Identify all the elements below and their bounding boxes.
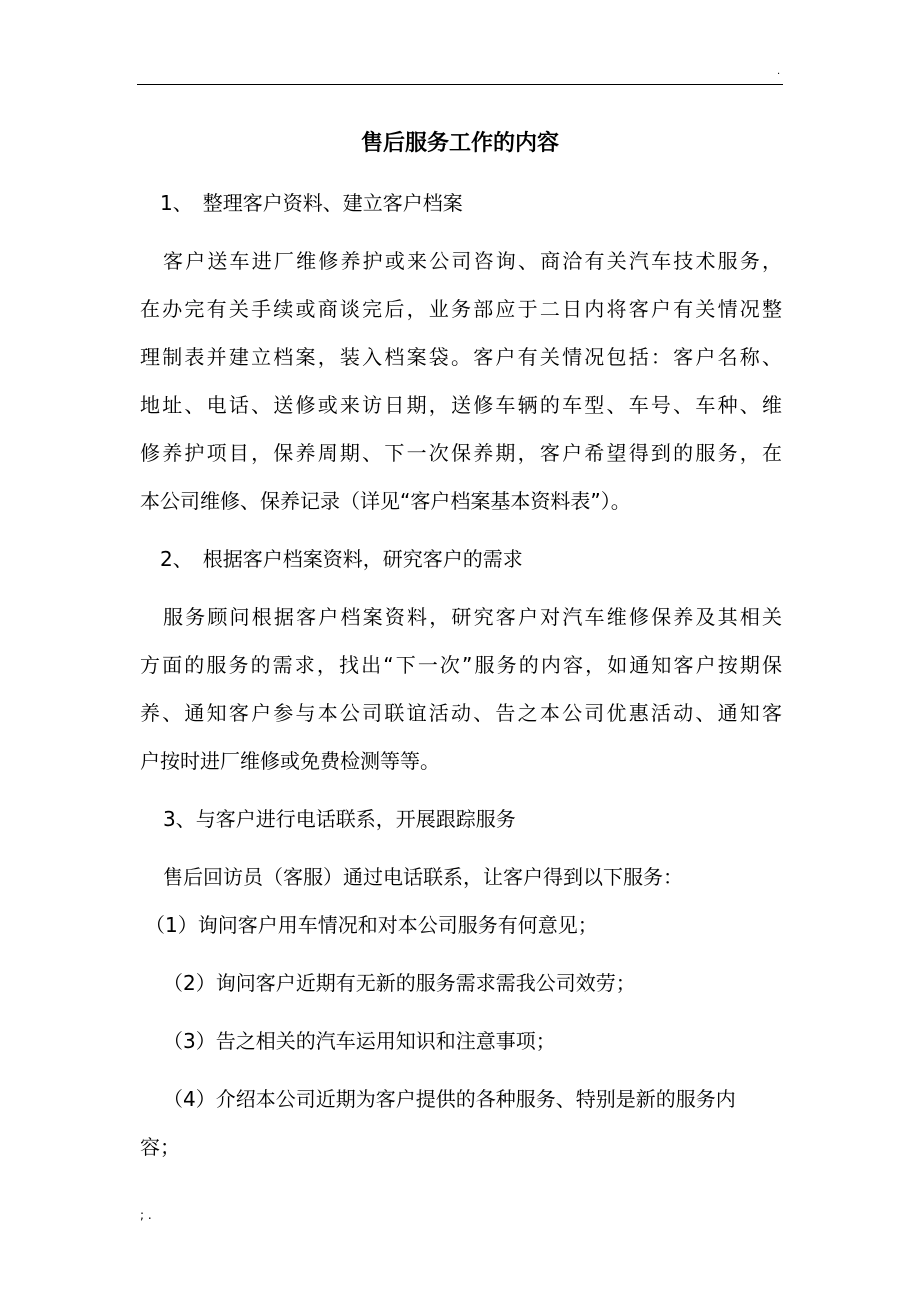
- paragraph-line: 服务顾问根据客户档案资料，研究客户对汽车维修保养及其相关: [163, 605, 782, 629]
- list-item: （2）询问客户近期有无新的服务需求需我公司效劳；: [163, 971, 636, 995]
- paragraph-line: 修养护项目，保养周期、下一次保养期，客户希望得到的服务，在: [140, 441, 782, 465]
- paragraph-line: 客户送车进厂维修养护或来公司咨询、商洽有关汽车技术服务，: [163, 249, 782, 273]
- list-item-continuation: 容；: [140, 1135, 180, 1159]
- paragraph-line: 方面的服务的需求，找出“下一次”服务的内容，如通知客户按期保: [140, 653, 782, 677]
- section-heading-3: 3、与客户进行电话联系，开展跟踪服务: [163, 807, 516, 831]
- header-mark: .: [777, 66, 781, 77]
- document-title: 售后服务工作的内容: [360, 131, 559, 156]
- section-heading-1: 1、 整理客户资料、建立客户档案: [160, 191, 463, 215]
- list-item: （1）询问客户用车情况和对本公司服务有何意见；: [145, 913, 598, 937]
- footer-mark: ; .: [140, 1208, 152, 1222]
- paragraph-line: 地址、电话、送修或来访日期，送修车辆的车型、车号、车种、维: [140, 393, 782, 417]
- paragraph-line: 养、通知客户参与本公司联谊活动、告之本公司优惠活动、通知客: [140, 701, 782, 725]
- header-rule: [137, 84, 783, 85]
- list-item: （3）告之相关的汽车运用知识和注意事项；: [163, 1029, 556, 1053]
- list-item: （4）介绍本公司近期为客户提供的各种服务、特别是新的服务内: [163, 1087, 736, 1111]
- paragraph-line: 售后回访员（客服）通过电话联系，让客户得到以下服务：: [163, 865, 683, 889]
- paragraph-line: 在办完有关手续或商谈完后，业务部应于二日内将客户有关情况整: [140, 297, 782, 321]
- paragraph-line: 户按时进厂维修或免费检测等等。: [140, 749, 440, 773]
- section-heading-2: 2、 根据客户档案资料，研究客户的需求: [160, 547, 523, 571]
- paragraph-line: 本公司维修、保养记录（详见“客户档案基本资料表”）。: [140, 489, 631, 513]
- paragraph-line: 理制表并建立档案，装入档案袋。客户有关情况包括：客户名称、: [140, 345, 782, 369]
